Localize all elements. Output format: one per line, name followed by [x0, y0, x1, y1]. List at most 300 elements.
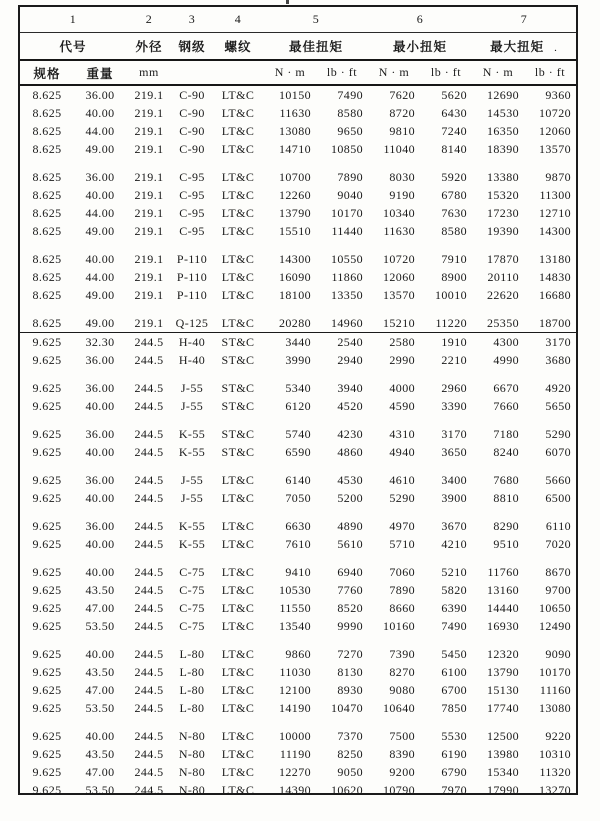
cell-spec: 9.625 — [32, 646, 62, 661]
cell-min-torque-lbft: 5210 — [441, 564, 467, 579]
cell-min-torque-lbft: 5530 — [441, 728, 467, 743]
cell-optimal-torque-lbft: 8130 — [337, 664, 363, 679]
cell-weight: 43.50 — [85, 746, 115, 761]
cell-min-torque-lbft: 11220 — [420, 314, 472, 333]
cell-thread: ST&C — [221, 426, 255, 441]
cell-steel-grade: N-80 — [178, 782, 206, 797]
cell-thread: LT&C — [221, 105, 255, 120]
cell-optimal-torque-lbft: 9040 — [337, 187, 363, 202]
cell-thread: LT&C — [221, 205, 255, 220]
cell-weight: 36.00 — [85, 169, 115, 184]
cell-weight: 40.00 — [85, 398, 115, 413]
cell-min-torque-nm: 10720 — [383, 251, 415, 266]
header-steel-grade: 钢级 — [172, 33, 212, 61]
cell-thread: LT&C — [221, 269, 255, 284]
cell-weight: 36.00 — [85, 472, 115, 487]
cell-weight: 40.00 — [85, 444, 115, 459]
cell-max-torque-lbft: 7020 — [545, 536, 571, 551]
cell-spec: 9.625 — [32, 352, 62, 367]
cell-optimal-torque-nm: 5740 — [285, 426, 311, 441]
cell-min-torque-nm: 4310 — [389, 426, 415, 441]
cell-thread: LT&C — [221, 536, 255, 551]
cell-spec: 9.625 — [32, 700, 62, 715]
cell-min-torque-lbft: 6790 — [441, 764, 467, 779]
cell-min-torque-nm: 7890 — [389, 582, 415, 597]
cell-optimal-torque-lbft: 8520 — [337, 600, 363, 615]
cell-max-torque-nm: 17230 — [487, 205, 519, 220]
cell-steel-grade: K-55 — [178, 426, 206, 441]
cell-min-torque-lbft: 6700 — [441, 682, 467, 697]
cell-min-torque-nm: 10340 — [383, 205, 415, 220]
cell-min-torque-nm: 8270 — [389, 664, 415, 679]
cell-optimal-torque-nm: 7050 — [285, 490, 311, 505]
cell-outer-diameter-mm: 219.1 — [134, 87, 164, 102]
cell-max-torque-lbft: 6110 — [545, 518, 571, 533]
cell-steel-grade: K-55 — [178, 536, 206, 551]
cell-optimal-torque-lbft: 10620 — [331, 782, 363, 797]
cell-max-torque-lbft: 8670 — [545, 564, 571, 579]
cell-outer-diameter-mm: 244.5 — [134, 700, 164, 715]
cell-outer-diameter-mm: 244.5 — [134, 728, 164, 743]
cell-max-torque-lbft: 9220 — [545, 728, 571, 743]
header-weight: 重量 — [74, 60, 126, 85]
cell-min-torque-nm: 10640 — [383, 700, 415, 715]
cell-optimal-torque-nm: 10700 — [279, 169, 311, 184]
cell-min-torque-lbft: 8140 — [441, 141, 467, 156]
cell-max-torque-nm: 16930 — [487, 618, 519, 633]
cell-optimal-torque-nm: 9410 — [285, 564, 311, 579]
cell-outer-diameter-mm: 244.5 — [134, 472, 164, 487]
cell-steel-grade: K-55 — [178, 444, 206, 459]
cell-spec: 9.625 — [32, 746, 62, 761]
cell-spec: 9.625 — [32, 426, 62, 441]
cell-thread: ST&C — [221, 334, 255, 349]
cell-thread: LT&C — [221, 141, 255, 156]
cell-optimal-torque-lbft: 3940 — [337, 380, 363, 395]
cell-optimal-torque-lbft: 8930 — [337, 682, 363, 697]
cell-max-torque-nm: 11760 — [487, 564, 519, 579]
cell-max-torque-nm: 16350 — [487, 123, 519, 138]
col-number-2: 2 — [126, 7, 172, 33]
cell-max-torque-lbft: 13180 — [539, 251, 571, 266]
cell-max-torque-nm: 18390 — [487, 141, 519, 156]
cell-weight: 40.00 — [85, 646, 115, 661]
cell-optimal-torque-lbft: 9990 — [337, 618, 363, 633]
table-row — [20, 379, 576, 397]
cell-min-torque-nm: 4940 — [389, 444, 415, 459]
cell-min-torque-lbft: 7490 — [441, 618, 467, 633]
header-max-lbft: lb · ft — [524, 60, 576, 85]
cell-weight: 36.00 — [85, 426, 115, 441]
spacer-row — [20, 461, 576, 471]
cell-spec: 9.625 — [32, 728, 62, 743]
cell-min-torque-nm: 5710 — [389, 536, 415, 551]
cell-spec: 8.625 — [32, 169, 62, 184]
cell-weight: 53.50 — [85, 700, 115, 715]
cell-steel-grade: P-110 — [176, 287, 208, 302]
cell-optimal-torque-lbft: 14960 — [316, 314, 368, 333]
cell-min-torque-lbft: 7850 — [441, 700, 467, 715]
group-header-row — [20, 33, 576, 61]
cell-max-torque-nm: 7180 — [493, 426, 519, 441]
cell-steel-grade: J-55 — [180, 398, 204, 413]
table-row — [20, 699, 576, 717]
header-blank-thread — [212, 60, 264, 85]
cell-outer-diameter-mm: 244.5 — [134, 352, 164, 367]
cell-max-torque-lbft: 9700 — [545, 582, 571, 597]
cell-steel-grade: L-80 — [179, 682, 205, 697]
cell-weight: 53.50 — [85, 782, 115, 797]
cell-max-torque-nm: 4300 — [493, 334, 519, 349]
cell-spec: 9.625 — [32, 472, 62, 487]
cell-min-torque-nm: 2990 — [389, 352, 415, 367]
cell-max-torque-nm: 8240 — [493, 444, 519, 459]
cell-thread: LT&C — [221, 223, 255, 238]
torque-table — [20, 7, 576, 799]
cell-min-torque-lbft: 5450 — [441, 646, 467, 661]
cell-thread: LT&C — [221, 287, 255, 302]
cell-max-torque-nm: 25350 — [472, 314, 524, 333]
table-row — [20, 351, 576, 369]
cell-thread: LT&C — [221, 646, 255, 661]
header-max-torque: 最大扭矩 . — [472, 33, 576, 61]
cell-optimal-torque-nm: 7610 — [285, 536, 311, 551]
cell-max-torque-lbft: 10310 — [539, 746, 571, 761]
cell-min-torque-lbft: 10010 — [435, 287, 467, 302]
cell-spec: 8.625 — [32, 141, 62, 156]
table-row — [20, 535, 576, 553]
cell-outer-diameter-mm: 219.1 — [134, 223, 164, 238]
cell-spec: 9.625 — [32, 490, 62, 505]
cell-steel-grade: C-95 — [179, 169, 205, 184]
cell-optimal-torque-lbft: 5200 — [337, 490, 363, 505]
cell-spec: 9.625 — [32, 536, 62, 551]
cell-thread: LT&C — [221, 764, 255, 779]
cell-steel-grade: P-110 — [176, 251, 208, 266]
cell-optimal-torque-nm: 15510 — [279, 223, 311, 238]
cell-optimal-torque-nm: 9860 — [285, 646, 311, 661]
cell-outer-diameter-mm: 244.5 — [134, 490, 164, 505]
cell-weight: 40.00 — [85, 251, 115, 266]
cell-min-torque-lbft: 3170 — [441, 426, 467, 441]
cell-steel-grade: L-80 — [179, 646, 205, 661]
cell-spec: 9.625 — [32, 564, 62, 579]
cell-spec: 9.625 — [32, 444, 62, 459]
spacer-row — [20, 304, 576, 314]
header-code: 代号 — [20, 33, 126, 61]
cell-optimal-torque-lbft: 11860 — [331, 269, 363, 284]
cell-thread: LT&C — [221, 728, 255, 743]
cell-spec: 9.625 — [32, 334, 62, 349]
cell-max-torque-lbft: 10650 — [539, 600, 571, 615]
cell-min-torque-lbft: 2960 — [441, 380, 467, 395]
cell-max-torque-nm: 17990 — [487, 782, 519, 797]
cell-max-torque-lbft: 13080 — [539, 700, 571, 715]
cell-optimal-torque-nm: 5340 — [285, 380, 311, 395]
cell-min-torque-nm: 13570 — [383, 287, 415, 302]
cell-optimal-torque-nm: 14390 — [279, 782, 311, 797]
cell-steel-grade: J-55 — [180, 490, 204, 505]
table-row — [20, 397, 576, 415]
table-row — [20, 168, 576, 186]
spacer-row — [20, 369, 576, 379]
cell-max-torque-nm: 17870 — [487, 251, 519, 266]
cell-outer-diameter-mm: 244.5 — [134, 782, 164, 797]
cell-steel-grade: J-55 — [180, 472, 204, 487]
cell-steel-grade: N-80 — [178, 728, 206, 743]
cell-min-torque-nm: 4610 — [389, 472, 415, 487]
cell-steel-grade: K-55 — [178, 518, 206, 533]
cell-min-torque-nm: 8030 — [389, 169, 415, 184]
table-row — [20, 268, 576, 286]
cell-optimal-torque-lbft: 7760 — [337, 582, 363, 597]
cell-thread: LT&C — [221, 564, 255, 579]
cell-min-torque-nm: 7060 — [389, 564, 415, 579]
cell-weight: 47.00 — [85, 682, 115, 697]
cell-optimal-torque-nm: 14190 — [279, 700, 311, 715]
cell-optimal-torque-lbft: 13350 — [331, 287, 363, 302]
cell-max-torque-lbft: 9360 — [545, 87, 571, 102]
cell-min-torque-lbft: 6100 — [441, 664, 467, 679]
table-row — [20, 222, 576, 240]
cell-spec: 8.625 — [32, 105, 62, 120]
table-row — [20, 122, 576, 140]
cell-min-torque-lbft: 3650 — [441, 444, 467, 459]
cell-max-torque-lbft: 12710 — [539, 205, 571, 220]
cell-steel-grade: C-95 — [179, 205, 205, 220]
cell-steel-grade: C-75 — [179, 582, 205, 597]
cell-min-torque-nm: 9080 — [389, 682, 415, 697]
cell-max-torque-lbft: 3680 — [545, 352, 571, 367]
cell-min-torque-lbft: 7970 — [441, 782, 467, 797]
cell-optimal-torque-nm: 11630 — [279, 105, 311, 120]
cell-thread: LT&C — [221, 682, 255, 697]
cell-min-torque-nm: 5290 — [389, 490, 415, 505]
cell-outer-diameter-mm: 219.1 — [134, 141, 164, 156]
cell-min-torque-nm: 7620 — [389, 87, 415, 102]
cell-optimal-torque-lbft: 5610 — [337, 536, 363, 551]
cell-weight: 44.00 — [85, 123, 115, 138]
col-number-6: 6 — [368, 7, 472, 33]
spacer-row — [20, 553, 576, 563]
table-row — [20, 645, 576, 663]
cell-min-torque-nm: 11040 — [383, 141, 415, 156]
cell-optimal-torque-nm: 12270 — [279, 764, 311, 779]
cell-max-torque-nm: 13160 — [487, 582, 519, 597]
cell-max-torque-nm: 7680 — [493, 472, 519, 487]
cell-spec: 9.625 — [32, 582, 62, 597]
cell-steel-grade: C-75 — [179, 600, 205, 615]
table-row — [20, 314, 576, 333]
cell-weight: 44.00 — [85, 205, 115, 220]
cell-steel-grade: N-80 — [178, 746, 206, 761]
cell-thread: LT&C — [221, 600, 255, 615]
cell-max-torque-lbft: 6500 — [545, 490, 571, 505]
cell-optimal-torque-nm: 13540 — [279, 618, 311, 633]
cell-spec: 9.625 — [32, 600, 62, 615]
page-crop-tick — [286, 0, 289, 4]
cell-optimal-torque-nm: 6120 — [285, 398, 311, 413]
cell-weight: 40.00 — [85, 564, 115, 579]
cell-optimal-torque-lbft: 2540 — [337, 334, 363, 349]
spacer-row — [20, 415, 576, 425]
cell-weight: 47.00 — [85, 764, 115, 779]
cell-optimal-torque-nm: 6630 — [285, 518, 311, 533]
cell-weight: 40.00 — [85, 105, 115, 120]
cell-steel-grade: C-75 — [179, 564, 205, 579]
cell-max-torque-nm: 13380 — [487, 169, 519, 184]
cell-outer-diameter-mm: 244.5 — [134, 518, 164, 533]
cell-weight: 43.50 — [85, 664, 115, 679]
cell-max-torque-lbft: 16680 — [539, 287, 571, 302]
table-row — [20, 425, 576, 443]
cell-steel-grade: C-90 — [179, 141, 205, 156]
table-row — [20, 599, 576, 617]
cell-spec: 8.625 — [32, 123, 62, 138]
cell-min-torque-nm: 8720 — [389, 105, 415, 120]
col-number-3: 3 — [172, 7, 212, 33]
cell-min-torque-nm: 7390 — [389, 646, 415, 661]
table-row — [20, 663, 576, 681]
cell-weight: 49.00 — [85, 223, 115, 238]
cell-optimal-torque-nm: 20280 — [264, 314, 316, 333]
document-page — [18, 5, 578, 795]
cell-spec: 9.625 — [32, 664, 62, 679]
header-mm: mm — [126, 60, 172, 85]
cell-weight: 36.00 — [85, 380, 115, 395]
cell-max-torque-lbft: 10720 — [539, 105, 571, 120]
cell-min-torque-lbft: 5820 — [441, 582, 467, 597]
cell-max-torque-nm: 15320 — [487, 187, 519, 202]
cell-thread: LT&C — [221, 518, 255, 533]
cell-min-torque-lbft: 6430 — [441, 105, 467, 120]
header-min-lbft: lb · ft — [420, 60, 472, 85]
cell-min-torque-nm: 7500 — [389, 728, 415, 743]
cell-thread: LT&C — [221, 618, 255, 633]
cell-spec: 9.625 — [32, 518, 62, 533]
cell-thread: LT&C — [221, 169, 255, 184]
cell-max-torque-nm: 8290 — [493, 518, 519, 533]
header-thread: 螺纹 — [212, 33, 264, 61]
cell-weight: 40.00 — [85, 728, 115, 743]
cell-outer-diameter-mm: 244.5 — [134, 334, 164, 349]
cell-steel-grade: C-95 — [179, 223, 205, 238]
cell-weight: 43.50 — [85, 582, 115, 597]
cell-optimal-torque-lbft: 2940 — [337, 352, 363, 367]
cell-optimal-torque-nm: 3990 — [285, 352, 311, 367]
cell-outer-diameter-mm: 244.5 — [134, 444, 164, 459]
table-row — [20, 333, 576, 352]
cell-max-torque-nm: 8810 — [493, 490, 519, 505]
cell-outer-diameter-mm: 219.1 — [134, 169, 164, 184]
table-row — [20, 140, 576, 158]
header-min-nm: N · m — [368, 60, 420, 85]
cell-spec: 8.625 — [32, 223, 62, 238]
cell-max-torque-lbft: 10170 — [539, 664, 571, 679]
cell-thread: LT&C — [221, 251, 255, 266]
cell-steel-grade: C-90 — [179, 87, 205, 102]
cell-optimal-torque-lbft: 10850 — [331, 141, 363, 156]
cell-optimal-torque-lbft: 4230 — [337, 426, 363, 441]
cell-spec: 8.625 — [32, 187, 62, 202]
table-row — [20, 727, 576, 745]
cell-weight: 40.00 — [85, 536, 115, 551]
cell-steel-grade: L-80 — [179, 664, 205, 679]
cell-max-torque-nm: 19390 — [487, 223, 519, 238]
spacer-row — [20, 717, 576, 727]
cell-max-torque-nm: 7660 — [493, 398, 519, 413]
cell-spec: 9.625 — [32, 682, 62, 697]
cell-optimal-torque-nm: 10000 — [279, 728, 311, 743]
cell-optimal-torque-lbft: 11440 — [331, 223, 363, 238]
cell-optimal-torque-nm: 14710 — [279, 141, 311, 156]
table-row — [20, 85, 576, 104]
stray-dot-mark: . — [554, 42, 558, 54]
sub-header-row — [20, 60, 576, 85]
cell-optimal-torque-lbft: 9650 — [337, 123, 363, 138]
cell-min-torque-nm: 8390 — [389, 746, 415, 761]
cell-max-torque-nm: 14530 — [487, 105, 519, 120]
cell-thread: LT&C — [221, 123, 255, 138]
cell-min-torque-lbft: 7240 — [441, 123, 467, 138]
cell-optimal-torque-nm: 18100 — [279, 287, 311, 302]
cell-optimal-torque-nm: 3440 — [285, 334, 311, 349]
cell-outer-diameter-mm: 244.5 — [134, 582, 164, 597]
table-row — [20, 204, 576, 222]
cell-max-torque-lbft: 12060 — [539, 123, 571, 138]
cell-outer-diameter-mm: 244.5 — [134, 646, 164, 661]
cell-thread: LT&C — [221, 782, 255, 797]
cell-thread: LT&C — [221, 87, 255, 102]
cell-thread: LT&C — [221, 700, 255, 715]
table-row — [20, 186, 576, 204]
cell-max-torque-nm: 12500 — [487, 728, 519, 743]
cell-optimal-torque-nm: 10150 — [279, 87, 311, 102]
cell-max-torque-lbft: 4920 — [545, 380, 571, 395]
cell-max-torque-lbft: 13570 — [539, 141, 571, 156]
cell-steel-grade: J-55 — [180, 380, 204, 395]
cell-optimal-torque-lbft: 4530 — [337, 472, 363, 487]
cell-optimal-torque-lbft: 8250 — [337, 746, 363, 761]
cell-outer-diameter-mm: 219.1 — [134, 105, 164, 120]
table-row — [20, 563, 576, 581]
cell-optimal-torque-nm: 6140 — [285, 472, 311, 487]
table-header — [20, 7, 576, 85]
cell-spec: 9.625 — [32, 618, 62, 633]
cell-max-torque-lbft: 14300 — [539, 223, 571, 238]
cell-spec: 9.625 — [32, 380, 62, 395]
cell-thread: ST&C — [221, 352, 255, 367]
header-min-torque: 最小扭矩 — [368, 33, 472, 61]
cell-weight: 44.00 — [85, 269, 115, 284]
header-optimal-lbft: lb · ft — [316, 60, 368, 85]
cell-outer-diameter-mm: 244.5 — [134, 600, 164, 615]
cell-weight: 49.00 — [85, 141, 115, 156]
cell-min-torque-lbft: 6390 — [441, 600, 467, 615]
cell-max-torque-nm: 15340 — [487, 764, 519, 779]
cell-min-torque-lbft: 6780 — [441, 187, 467, 202]
cell-max-torque-lbft: 5290 — [545, 426, 571, 441]
cell-outer-diameter-mm: 219.1 — [134, 187, 164, 202]
cell-optimal-torque-lbft: 7370 — [337, 728, 363, 743]
cell-spec: 8.625 — [32, 251, 62, 266]
cell-max-torque-nm: 13980 — [487, 746, 519, 761]
table-row — [20, 517, 576, 535]
cell-min-torque-lbft: 7630 — [441, 205, 467, 220]
cell-steel-grade: H-40 — [178, 334, 206, 349]
cell-min-torque-nm: 10790 — [383, 782, 415, 797]
header-max-nm: N · m — [472, 60, 524, 85]
